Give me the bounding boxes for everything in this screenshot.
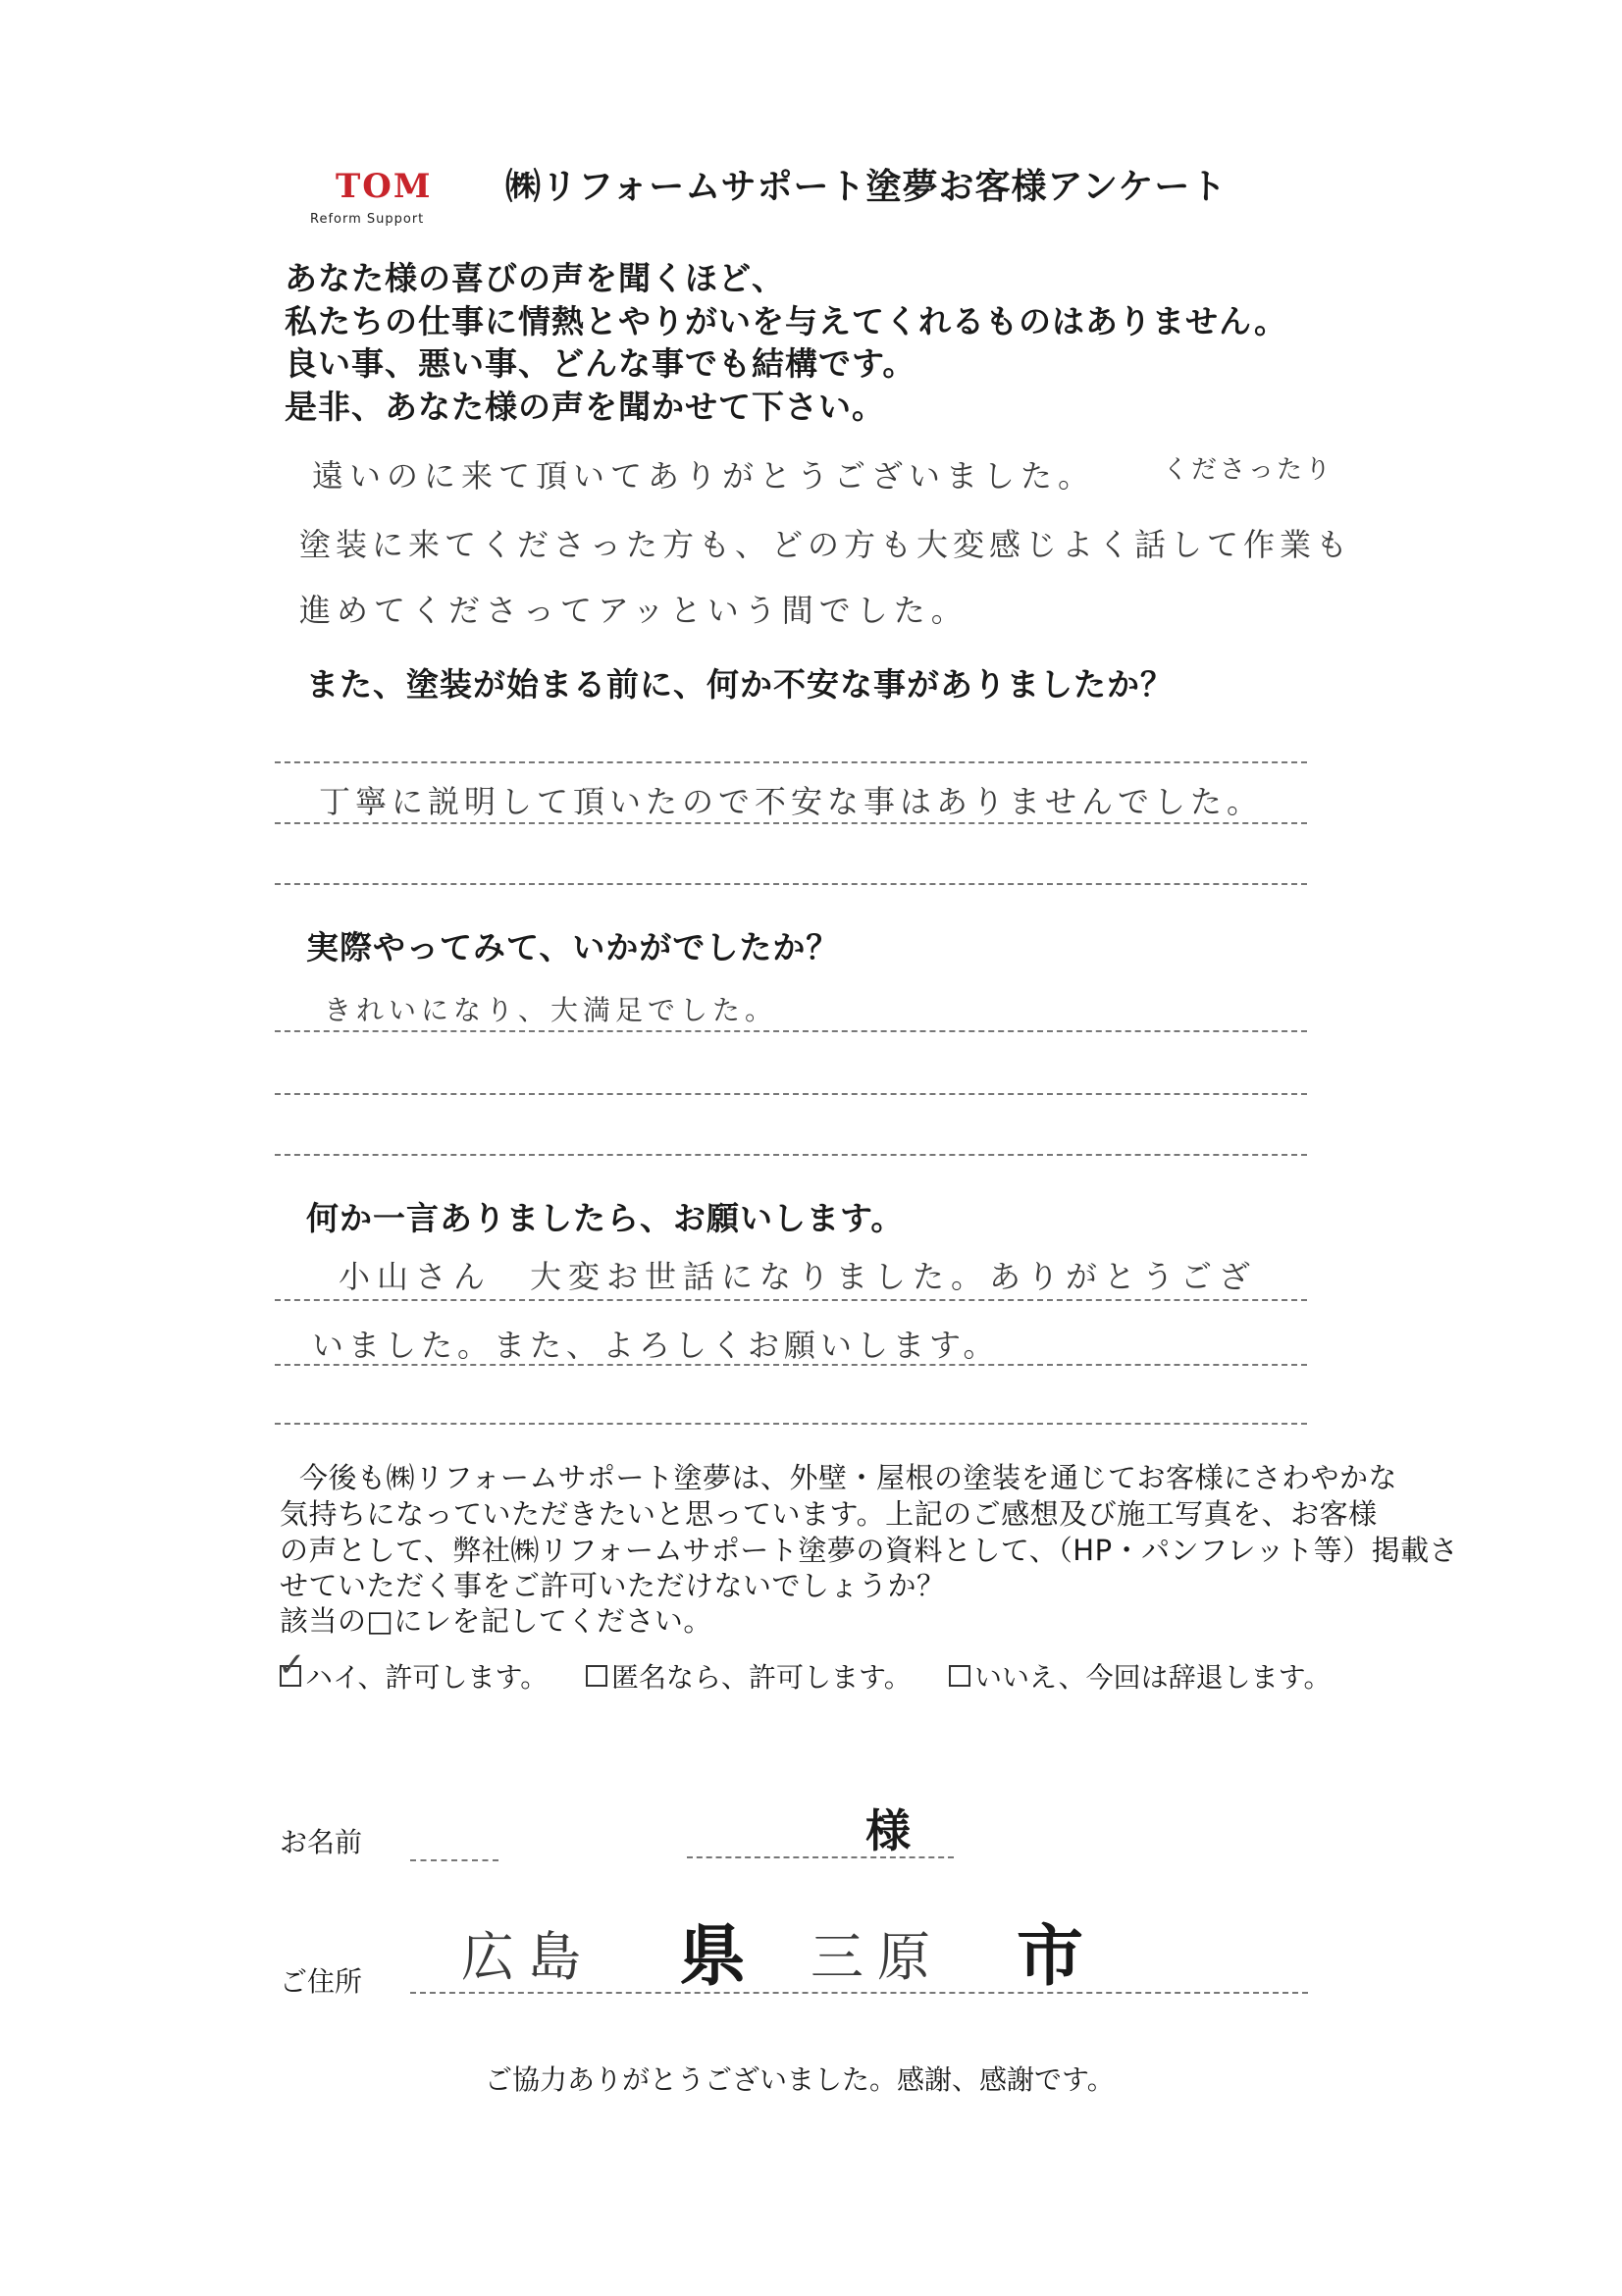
- answer-line: [275, 761, 1307, 763]
- option-no[interactable]: [949, 1656, 1331, 1696]
- address-label: ご住所: [280, 1965, 363, 1998]
- intro-line-3: 良い事、悪い事、どんな事でも結構です。: [285, 344, 916, 383]
- answer-line: [275, 1299, 1307, 1301]
- name-suffix: 様: [865, 1804, 911, 1857]
- permission-line-5: 該当の□にレを記してください。: [280, 1604, 712, 1638]
- address-line: [410, 1992, 1308, 1994]
- permission-line-1: 今後も㈱リフォームサポート塗夢は、外壁・屋根の塗装を通じてお客様にさわやかな: [299, 1461, 1397, 1494]
- option-no-label: いいえ、今回は辞退します。: [974, 1661, 1332, 1694]
- logo-mark: TOM: [336, 167, 433, 206]
- checkbox-no[interactable]: [949, 1665, 970, 1687]
- option-anonymous-label: 匿名なら、許可します。: [611, 1661, 912, 1694]
- answer-line: [275, 1154, 1307, 1156]
- check-mark-icon: ✓: [278, 1645, 306, 1685]
- answer-line: [275, 1030, 1307, 1032]
- question-2: また、塗装が始まる前に、何か不安な事がありましたか？: [306, 665, 1174, 704]
- question-4: 何か一言ありましたら、お願いします。: [306, 1199, 905, 1237]
- option-anonymous[interactable]: [586, 1656, 912, 1696]
- answer3-text: きれいになり、大満足でした。: [324, 994, 778, 1026]
- permission-line-2: 気持ちになっていただきたいと思っています。上記のご感想及び施工写真を、お客様: [280, 1497, 1378, 1531]
- answer-line: [275, 1364, 1307, 1366]
- answer-line: [275, 822, 1307, 824]
- answer1-insert: くださったり: [1163, 455, 1334, 485]
- address-prefecture: 広島: [461, 1926, 595, 1988]
- thanks-message: ご協力ありがとうございました。感謝、感謝です。: [485, 2063, 1115, 2096]
- answer2-text: 丁寧に説明して頂いたので不安な事はありませんでした。: [319, 783, 1264, 820]
- answer4-line-2: いました。また、よろしくお願いします。: [312, 1327, 1000, 1364]
- answer-line: [275, 1423, 1307, 1425]
- address-city-suffix: 市: [1017, 1918, 1084, 1996]
- answer1-line-3: 進めてくださってアッという間でした。: [299, 592, 968, 629]
- checkbox-anonymous[interactable]: [586, 1665, 607, 1687]
- intro-line-1: あなた様の喜びの声を聞くほど、: [285, 259, 785, 297]
- survey-title: ㈱リフォームサポート塗夢お客様アンケート: [505, 167, 1228, 207]
- answer1-line-1: 遠いのに来て頂いてありがとうございました。: [312, 457, 1096, 495]
- name-label: お名前: [280, 1826, 363, 1858]
- intro-line-2: 私たちの仕事に情熱とやりがいを与えてくれるものはありません。: [285, 302, 1287, 340]
- answer4-line-1: 小山さん 大変お世話になりました。ありがとうござ: [339, 1258, 1258, 1295]
- logo-subtitle: Reform Support: [310, 212, 425, 227]
- permission-line-3: の声として、弊社㈱リフォームサポート塗夢の資料として、（HP・パンフレット等）掲載さ: [280, 1534, 1459, 1567]
- answer1-line-2: 塗装に来てくださった方も、どの方も大変感じよく話して作業も: [299, 526, 1353, 563]
- question-3: 実際やってみて、いかがでしたか？: [306, 928, 840, 966]
- answer-line: [275, 1093, 1307, 1095]
- company-logo: [310, 167, 447, 235]
- answer-line: [275, 883, 1307, 885]
- option-yes[interactable]: [278, 1645, 549, 1696]
- permission-options: [278, 1645, 1359, 1696]
- name-line-right: [687, 1856, 954, 1858]
- name-line-left: [410, 1859, 498, 1861]
- address-prefecture-suffix: 県: [679, 1918, 747, 1996]
- option-yes-label: ハイ、許可します。: [305, 1661, 549, 1694]
- permission-line-4: せていただく事をご許可いただけないでしょうか？: [280, 1569, 946, 1602]
- checkbox-yes[interactable]: [278, 1645, 306, 1687]
- address-city: 三原: [811, 1926, 944, 1988]
- intro-line-4: 是非、あなた様の声を聞かせて下さい。: [285, 388, 885, 426]
